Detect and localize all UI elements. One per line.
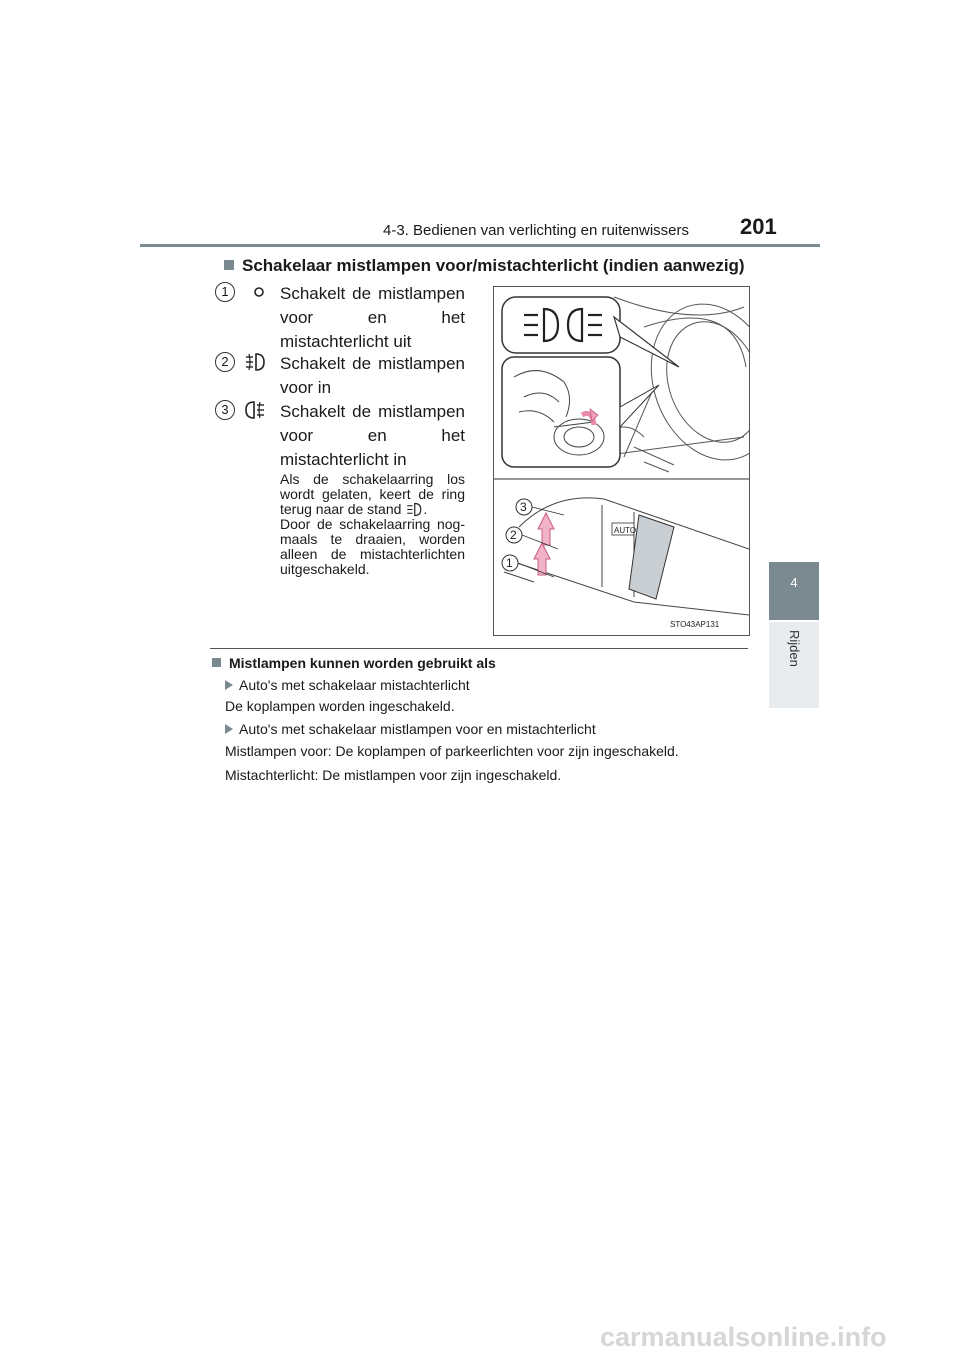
- callout-2: 2: [510, 528, 517, 542]
- usage-heading: Mistlampen kunnen worden gebruikt als: [212, 655, 496, 671]
- front-fog-lamp-icon: [244, 352, 266, 372]
- auto-position-label: AUTO: [614, 526, 637, 535]
- chapter-tab: [769, 562, 819, 620]
- item-number-2: 2: [215, 352, 235, 372]
- chapter-number: 4: [790, 575, 798, 590]
- callout-3: 3: [520, 500, 527, 514]
- callout-1: 1: [506, 556, 513, 570]
- item-number-1: 1: [215, 282, 235, 302]
- figure-code: STO43AP131: [670, 620, 720, 629]
- rear-fog-lamp-icon: [244, 400, 266, 420]
- item-text-2: Schakelt de mistlampen voor in: [280, 354, 465, 397]
- header-rule: [140, 244, 820, 247]
- header-title: 4-3. Bedienen van verlichting en ruitenwissers: [383, 222, 689, 239]
- chapter-label: Rijden: [787, 630, 802, 667]
- svg-text:carmanualsonline.info: carmanualsonline.info: [600, 1322, 887, 1352]
- section-divider: [210, 648, 748, 649]
- case1-title: Auto's met schakelaar mistachterlicht: [225, 677, 470, 693]
- case1-text: De koplampen worden ingeschakeld.: [225, 698, 455, 714]
- illustration-drawing: [494, 287, 749, 635]
- fog-lamp-switch-illustration: [493, 286, 750, 636]
- case2-line2: Mistachterlicht: De mistlampen voor zijn ingeschakeld.: [225, 767, 562, 783]
- item-number-3: 3: [215, 400, 235, 420]
- triangle-bullet-icon: [225, 724, 233, 734]
- front-fog-lamp-icon: [405, 502, 423, 517]
- case2-line1: Mistlampen voor: De koplampen of parkeerlichten voor zijn ingeschakeld.: [225, 743, 679, 759]
- note-paragraph: Als de schakelaarring los wordt gelaten, keert de ring terug naar de stand . Door de schakelaarring nog-maals te draaien, worden alleen de mistachterlichten uitgeschakeld.: [280, 471, 465, 577]
- off-ring-icon: [248, 283, 270, 303]
- item-text-3: Schakelt de mistlampen voor en het mistachterlicht in: [280, 402, 465, 469]
- item-text-1: Schakelt de mistlampen voor en het mistachterlicht uit: [280, 284, 465, 351]
- subheading-bullet-icon: [212, 658, 221, 667]
- page-number: 201: [740, 214, 777, 239]
- section-heading: Schakelaar mistlampen voor/mistachterlicht (indien aanwezig): [224, 256, 745, 276]
- triangle-bullet-icon: [225, 680, 233, 690]
- heading-bullet-icon: [224, 260, 234, 270]
- case2-title: Auto's met schakelaar mistlampen voor en mistachterlicht: [225, 721, 596, 737]
- watermark-logo: [600, 1316, 956, 1356]
